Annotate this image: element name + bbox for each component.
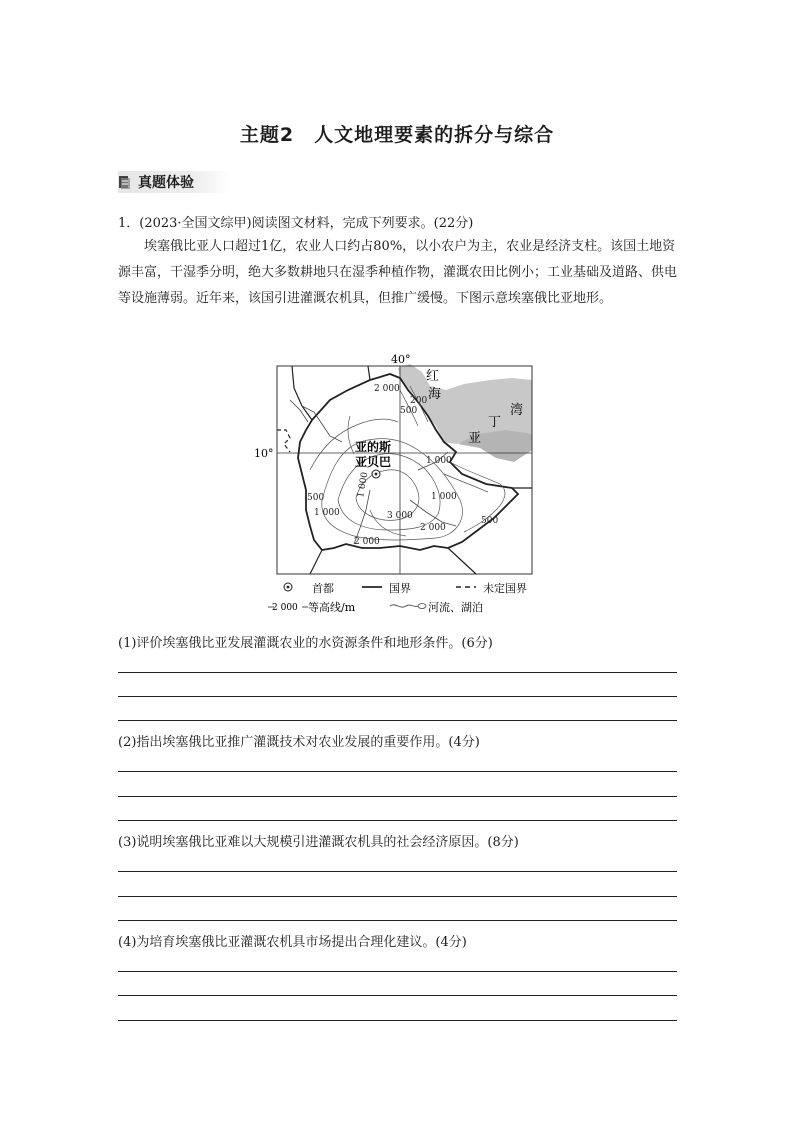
answer-line[interactable]: [118, 771, 677, 772]
section-header: [118, 171, 230, 193]
gulf-label-2: 丁: [488, 415, 502, 430]
contour-label: 500: [400, 406, 418, 416]
section-label: 真题体验: [138, 175, 194, 191]
legend-capital: 首都: [312, 582, 334, 595]
contour-label: 200: [410, 396, 428, 406]
answer-line[interactable]: [118, 696, 677, 697]
red-sea-label-2: 海: [428, 387, 442, 402]
red-sea-label-1: 红: [426, 369, 440, 384]
contour-label: 2 000: [354, 537, 380, 547]
answer-line[interactable]: [118, 796, 677, 797]
legend-river: 河流、湖泊: [428, 601, 483, 614]
contour-label: 2 000: [420, 523, 446, 533]
map-legend: [268, 581, 527, 614]
subquestion-4: (4)为培育埃塞俄比亚灌溉农机具市场提出合理化建议。(4分): [118, 935, 467, 950]
capital-label-2: 亚贝巴: [355, 455, 392, 469]
gulf-label-1: 亚: [468, 431, 482, 446]
latitude-label: 10°: [254, 447, 274, 460]
answer-line[interactable]: [118, 971, 677, 972]
gulf-label-3: 湾: [510, 403, 524, 418]
legend-contour: 等高线/m: [308, 601, 356, 614]
contour-label: 1 000: [426, 456, 452, 466]
document-icon: [118, 175, 131, 189]
legend-undefined-border: 未定国界: [483, 582, 527, 595]
question-header: 1．(2023·全国文综甲)阅读图文材料，完成下列要求。(22分): [118, 216, 474, 231]
contour-label: 1 000: [314, 508, 340, 518]
capital-label-1: 亚的斯: [355, 440, 392, 454]
answer-line[interactable]: [118, 871, 677, 872]
answer-line[interactable]: [118, 1020, 677, 1021]
page-title: 主题2 人文地理要素的拆分与综合: [239, 124, 555, 146]
longitude-label: 40°: [391, 353, 411, 366]
subquestion-3: (3)说明埃塞俄比亚难以大规模引进灌溉农机具的社会经济原因。(8分): [118, 835, 519, 850]
contour-label: 500: [307, 493, 325, 503]
answer-line[interactable]: [118, 995, 677, 996]
answer-line[interactable]: [118, 672, 677, 673]
subquestion-2: (2)指出埃塞俄比亚推广灌溉技术对农业发展的重要作用。(4分): [118, 735, 480, 750]
material-paragraph: 埃塞俄比亚人口超过1亿，农业人口约占80%，以小农户为主，农业是经济支柱。该国土地资源丰富，干湿季分明，绝大多数耕地只在湿季种植作物，灌溉农田比例小；工业基础及道路、供电等设施薄弱。近年来，该国引进灌溉农机具，但推广缓慢。下图示意埃塞俄比亚地形。: [118, 239, 678, 306]
answer-line[interactable]: [118, 920, 677, 921]
contour-label: 3 000: [387, 511, 413, 521]
contour-label: 1 000: [356, 471, 371, 499]
answer-line[interactable]: [118, 720, 677, 721]
material-text: [118, 234, 678, 312]
subquestion-1: (1)评价埃塞俄比亚发展灌溉农业的水资源条件和地形条件。(6分): [118, 636, 493, 651]
legend-border: 国界: [389, 582, 411, 595]
contour-label: 500: [481, 516, 499, 526]
contour-label: 2 000: [374, 384, 400, 394]
answer-line[interactable]: [118, 820, 677, 821]
answer-line[interactable]: [118, 896, 677, 897]
legend-contour-sample: 2 000: [272, 603, 298, 613]
capital-marker: [372, 470, 380, 478]
contour-label: 1 000: [431, 492, 457, 502]
ethiopia-terrain-map: [250, 350, 550, 620]
